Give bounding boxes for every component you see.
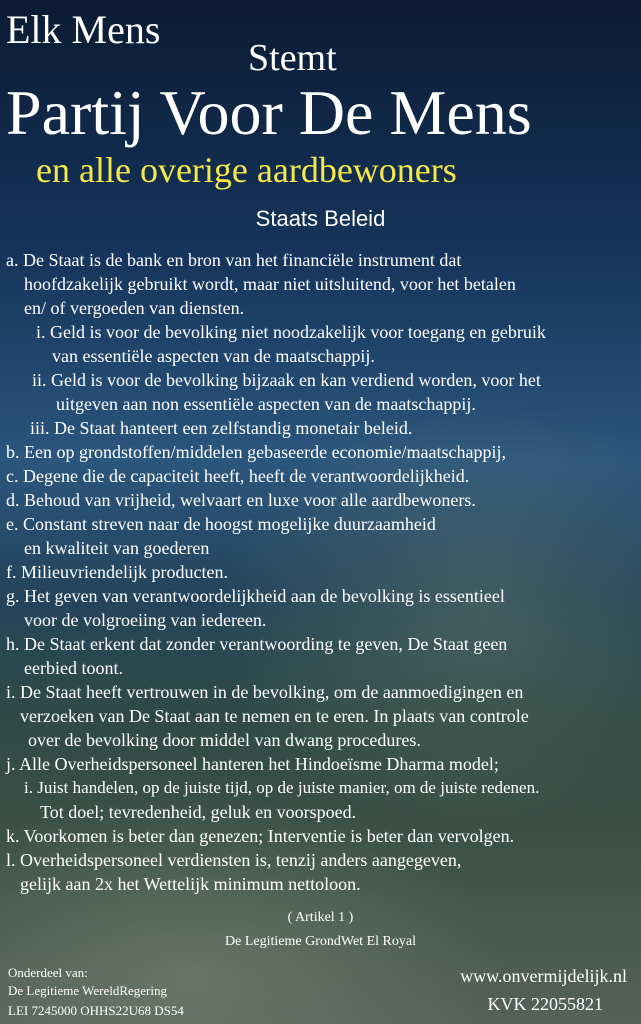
rule-line: k. Voorkomen is beter dan genezen; Interventie is beter dan vervolgen. xyxy=(6,826,515,846)
rule-line: g. Het geven van verantwoordelijkheid aan de bevolking is essentieel xyxy=(6,586,505,606)
rule-line: verzoeken van De Staat aan te nemen en te eren. In plaats van controle xyxy=(20,706,529,726)
artikel-label: ( Artikel 1 ) xyxy=(287,910,354,925)
lei-code: LEI 7245000 OHHS22U68 DS54 xyxy=(8,1003,184,1018)
rule-line: voor de volgroeiing van iedereen. xyxy=(24,610,267,630)
rule-line: hoofdzakelijk gebruikt wordt, maar niet uitsluitend, voor het betalen xyxy=(24,274,516,294)
rule-line: d. Behoud van vrijheid, welvaart en luxe voor alle aardbewoners. xyxy=(6,490,476,510)
rule-line: i. Geld is voor de bevolking niet noodzakelijk voor toegang en gebruik xyxy=(36,322,546,342)
header-elk-mens: Elk Mens xyxy=(6,7,161,52)
onderdeel-label: Onderdeel van: xyxy=(8,965,88,980)
grondwet-label: De Legitieme GrondWet El Royal xyxy=(225,934,416,949)
rule-line: l. Overheidspersoneel verdiensten is, tenzij anders aangegeven, xyxy=(6,850,462,870)
rule-line: i. Juist handelen, op de juiste tijd, op de juiste manier, om de juiste redenen. xyxy=(24,778,540,797)
rule-line: en/ of vergoeden van diensten. xyxy=(24,298,245,318)
website-link[interactable]: www.onvermijdelijk.nl xyxy=(460,966,627,986)
org-name: De Legitieme WereldRegering xyxy=(8,983,167,998)
rule-line: Tot doel; tevredenheid, geluk en voorspoed. xyxy=(40,802,357,822)
rule-line: j. Alle Overheidspersoneel hanteren het Hindoeïsme Dharma model; xyxy=(6,754,499,774)
rule-line: eerbied toont. xyxy=(24,658,123,678)
rule-line: ii. Geld is voor de bevolking bijzaak en kan verdiend worden, voor het xyxy=(32,370,541,390)
rule-line: gelijk aan 2x het Wettelijk minimum nettoloon. xyxy=(20,874,361,894)
rule-line: a. De Staat is de bank en bron van het financiële instrument dat xyxy=(6,250,462,270)
rule-line: van essentiële aspecten van de maatschappij. xyxy=(52,346,375,366)
section-title: Staats Beleid xyxy=(255,206,386,231)
tagline: en alle overige aardbewoners xyxy=(36,150,457,190)
rule-line: uitgeven aan non essentiële aspecten van de maatschappij. xyxy=(56,394,476,414)
party-name: Partij Voor De Mens xyxy=(6,77,532,148)
rule-line: i. De Staat heeft vertrouwen in de bevolking, om de aanmoedigingen en xyxy=(6,682,524,702)
kvk-number: KVK 22055821 xyxy=(487,994,603,1014)
rule-line: b. Een op grondstoffen/middelen gebaseerde economie/maatschappij, xyxy=(6,442,507,462)
header-stemt: Stemt xyxy=(248,37,337,79)
rule-line: iii. De Staat hanteert een zelfstandig monetair beleid. xyxy=(30,418,413,438)
rule-line: f. Milieuvriendelijk producten. xyxy=(6,562,228,582)
rule-line: h. De Staat erkent dat zonder verantwoording te geven, De Staat geen xyxy=(6,634,508,654)
rule-line: over de bevolking door middel van dwang procedures. xyxy=(28,730,421,750)
rule-line: c. Degene die de capaciteit heeft, heeft de verantwoordelijkheid. xyxy=(6,466,470,486)
rule-line: en kwaliteit van goederen xyxy=(24,538,210,558)
rule-line: e. Constant streven naar de hoogst mogelijke duurzaamheid xyxy=(6,514,436,534)
